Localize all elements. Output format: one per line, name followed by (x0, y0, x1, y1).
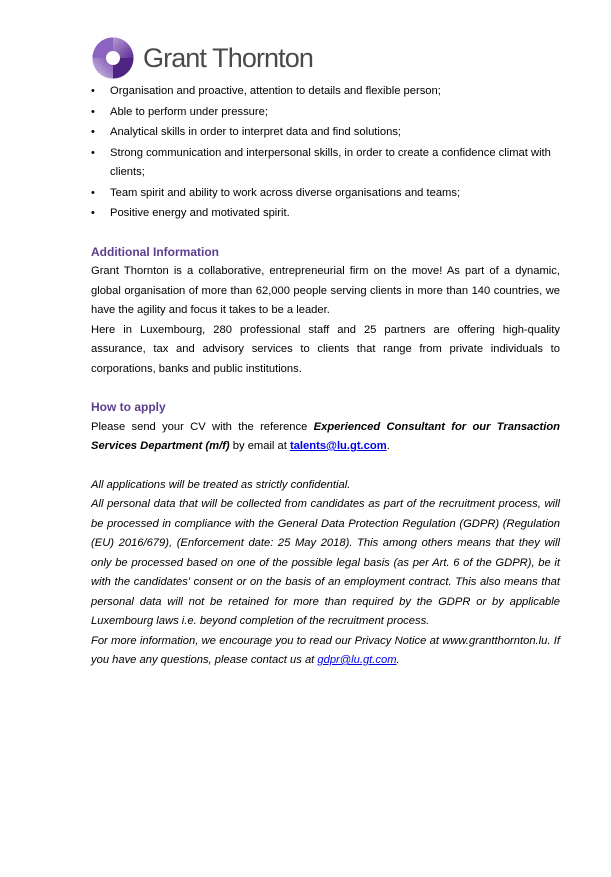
list-item: • Analytical skills in order to interpret data and find solutions; (91, 123, 560, 143)
list-item: • Team spirit and ability to work across diverse organisations and teams; (91, 184, 560, 204)
additional-paragraph-2: Here in Luxembourg, 280 professional staff and 25 partners are offering high-quality assurance, tax and advisory services to clients that range from private individuals to corporations, banks and public institutions. (91, 323, 560, 375)
additional-paragraph-1: Grant Thornton is a collaborative, entrepreneurial firm on the move! As part of a dynamic, global organisation of more than 62,000 people serving clients in more than 140 countries, we have the agility and focus it takes to be a leader. (91, 265, 560, 316)
how-to-apply-section (91, 398, 560, 457)
logo-wordmark: Grant Thornton (143, 42, 314, 73)
privacy-contact-paragraph (91, 632, 560, 671)
how-to-apply-heading: How to apply (91, 400, 166, 414)
talents-email-link[interactable]: talents@lu.gt.com (289, 440, 387, 452)
list-item: • Able to perform under pressure; (91, 103, 560, 123)
privacy-text: . (396, 654, 400, 666)
gdpr-email-link[interactable]: gdpr@lu.gt.com (317, 654, 397, 666)
apply-text: . (386, 440, 390, 452)
list-item: • Organisation and proactive, attention to details and flexible person; (91, 82, 560, 102)
requirements-list (91, 82, 560, 224)
list-item: • Positive energy and motivated spirit. (91, 204, 560, 224)
job-reference: Experienced Consultant for our Transaction Services Department (m/f) (91, 420, 560, 452)
list-item: • Strong communication and interpersonal skills, in order to create a confidence climat with clients; (91, 144, 560, 183)
how-to-apply-paragraph (91, 418, 560, 457)
additional-information-section (91, 243, 560, 380)
additional-information-heading: Additional Information (91, 244, 219, 259)
confidential-line: All applications will be treated as strictly confidential. (91, 478, 351, 491)
grant-thornton-logo-icon (92, 37, 134, 79)
apply-text: Please send your CV with the reference (91, 420, 314, 433)
privacy-text: For more information, we encourage you to read our Privacy Notice at www.grantthornton.lu. If you have any questions, please contact us at (91, 634, 560, 666)
grant-thornton-logo (92, 35, 313, 81)
apply-text: by email at (229, 440, 290, 452)
confidentiality-section (91, 476, 560, 671)
gdpr-paragraph: All personal data that will be collected from candidates as part of the recruitment process, will be processed in compliance with the General Data Protection Regulation (GDPR) (Regulation (EU) 2016/679), (Enforcement date: 25 May 2018). This among others means that they will only be processed based on one of the possible legal basis (as per Art. 6 of the GDPR), be it with the candidates' consent or on the basis of an employment contract. This also means that personal data will not be retained for more than required by the GDPR or by applicable Luxembourg laws i.e. beyond completion of the recruitment process. (91, 498, 560, 627)
document-body (91, 82, 560, 671)
